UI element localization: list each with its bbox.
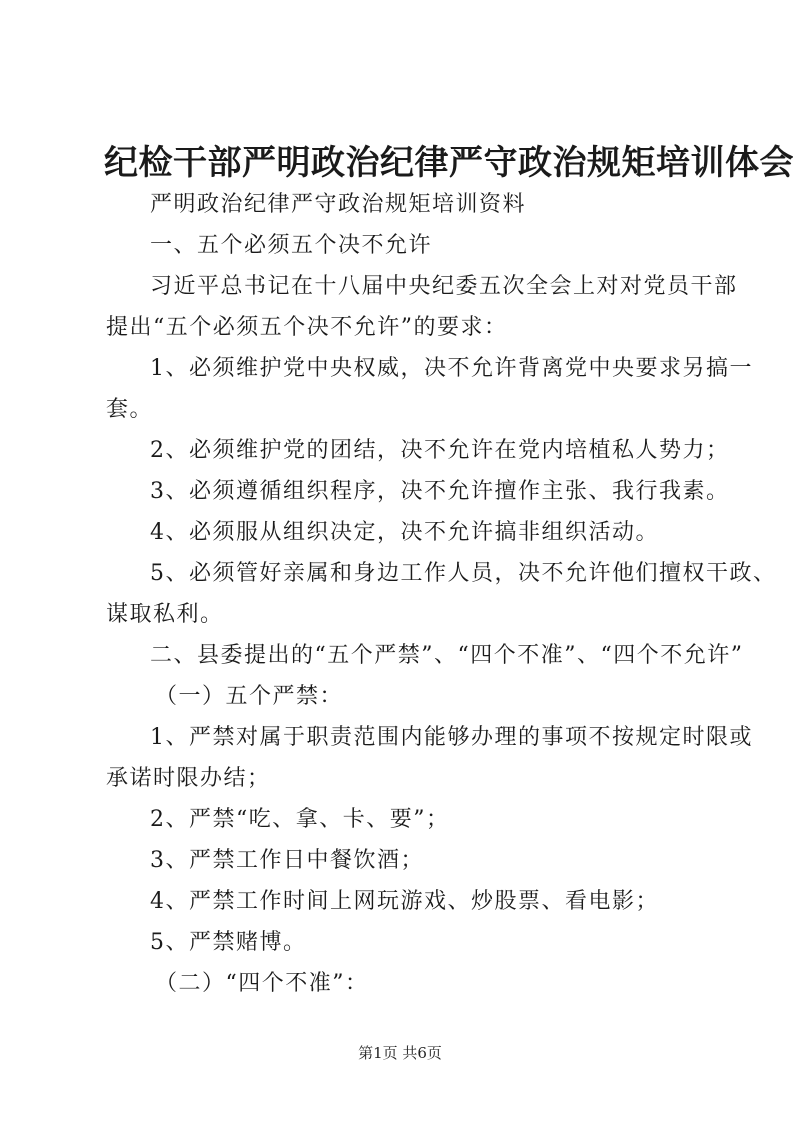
paragraph-subtitle: 严明政治纪律严守政治规矩培训资料 <box>150 192 527 217</box>
list-item-line: 套。 <box>106 397 154 422</box>
list-item-line: 5、必须管好亲属和身边工作人员，决不允许他们擅权干政、 <box>150 561 777 586</box>
subsection-heading-2: （二）“四个不准”： <box>155 971 369 996</box>
section-heading-1: 一、五个必须五个决不允许 <box>150 233 433 258</box>
list-item-line: 1、必须维护党中央权威，决不允许背离党中央要求另搞一 <box>150 356 753 381</box>
list-item-line: 承诺时限办结； <box>106 766 271 791</box>
section-heading-2: 二、县委提出的“五个严禁”、“四个不准”、“四个不允许” <box>150 643 744 668</box>
list-item-line: 3、严禁工作日中餐饮酒； <box>150 848 424 873</box>
page-number-footer: 第1页 共6页 <box>358 1044 442 1062</box>
list-item-line: 4、严禁工作时间上网玩游戏、炒股票、看电影； <box>150 889 659 914</box>
list-item-line: 2、严禁“吃、拿、卡、要”； <box>150 807 450 832</box>
list-item-line: 3、必须遵循组织程序，决不允许擅作主张、我行我素。 <box>150 479 730 504</box>
list-item-line: 1、严禁对属于职责范围内能够办理的事项不按规定时限或 <box>150 725 753 750</box>
list-item-line: 5、严禁赌博。 <box>150 930 307 955</box>
list-item-line: 谋取私利。 <box>106 602 224 627</box>
subsection-heading-1: （一）五个严禁： <box>155 684 344 709</box>
paragraph-line: 提出“五个必须五个决不允许”的要求： <box>106 315 508 340</box>
document-title: 纪检干部严明政治纪律严守政治规矩培训体会 <box>104 143 794 183</box>
paragraph-line: 习近平总书记在十八届中央纪委五次全会上对对党员干部 <box>150 274 738 299</box>
list-item-line: 2、必须维护党的团结，决不允许在党内培植私人势力； <box>150 438 730 463</box>
list-item-line: 4、必须服从组织决定，决不允许搞非组织活动。 <box>150 520 659 545</box>
